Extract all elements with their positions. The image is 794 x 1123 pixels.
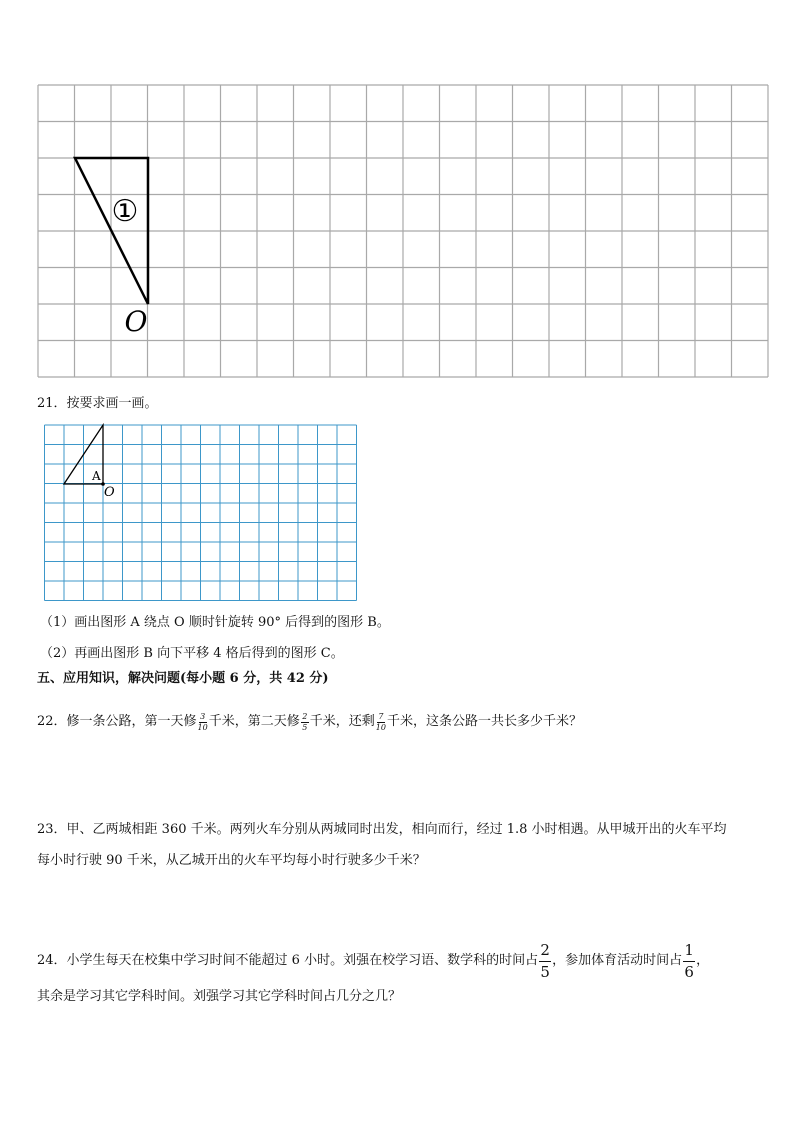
- q24-part2: ，参加体育活动时间占: [552, 953, 683, 968]
- q24-line1: [37, 942, 709, 980]
- q21-point-o-label: O: [104, 485, 115, 500]
- q22-f3-den: 10: [375, 722, 386, 732]
- fraction-bar: [539, 961, 551, 962]
- q22-fraction-3: [376, 713, 386, 732]
- q22-part2: 千米，第二天修: [208, 714, 300, 729]
- q24-f2-den: 6: [684, 962, 694, 981]
- q24-line2: 其余是学习其它学科时间。刘强学习其它学科时间占几分之几？: [37, 989, 402, 1004]
- shape-a-label: A: [92, 469, 101, 483]
- q24-part3: ，: [696, 953, 710, 968]
- triangle-1-label: ①: [111, 194, 139, 229]
- q22-text: [37, 708, 582, 736]
- q22-f2-den: 5: [302, 722, 308, 732]
- q24-fraction-1: [539, 940, 551, 981]
- section-5-heading: 五、应用知识，解决问题(每小题 6 分，共 42 分): [37, 671, 329, 686]
- q22-f2-num: 2: [302, 711, 308, 721]
- q23-line1: 23．甲、乙两城相距 360 千米。两列火车分别从两城同时出发，相向而行，经过 1.8 小时相遇。从甲城开出的火车平均: [37, 822, 727, 837]
- point-o-label: O: [124, 305, 148, 338]
- q24-f2-num: 1: [684, 940, 694, 959]
- q22-f1-num: 3: [200, 711, 206, 721]
- q24-f1-den: 5: [540, 962, 550, 981]
- q22-fraction-2: [301, 713, 309, 732]
- q23-line2: 每小时行驶 90 千米，从乙城开出的火车平均每小时行驶多少千米？: [37, 853, 426, 868]
- q22-part3: 千米，还剩: [309, 714, 375, 729]
- q22-part4: 千米，这条公路一共长多少千米？: [386, 714, 582, 729]
- q22-part1: 22．修一条公路，第一天修: [37, 714, 197, 729]
- q24-fraction-2: [683, 940, 695, 981]
- q21-step2: （2）再画出图形 B 向下平移 4 格后得到的图形 C。: [40, 646, 344, 661]
- q24-f1-num: 2: [540, 940, 550, 959]
- q21-grid: [45, 425, 357, 601]
- q22-fraction-1: [198, 713, 208, 732]
- q21-step1: （1）画出图形 A 绕点 O 顺时针旋转 90° 后得到的图形 B。: [40, 615, 390, 630]
- q22-f1-den: 10: [197, 722, 208, 732]
- q22-f3-num: 7: [378, 711, 384, 721]
- fraction-bar: [683, 961, 695, 962]
- q24-part1: 24．小学生每天在校集中学习时间不能超过 6 小时。刘强在校学习语、数学科的时间占: [37, 953, 539, 968]
- q21-title: 21．按要求画一画。: [37, 396, 158, 411]
